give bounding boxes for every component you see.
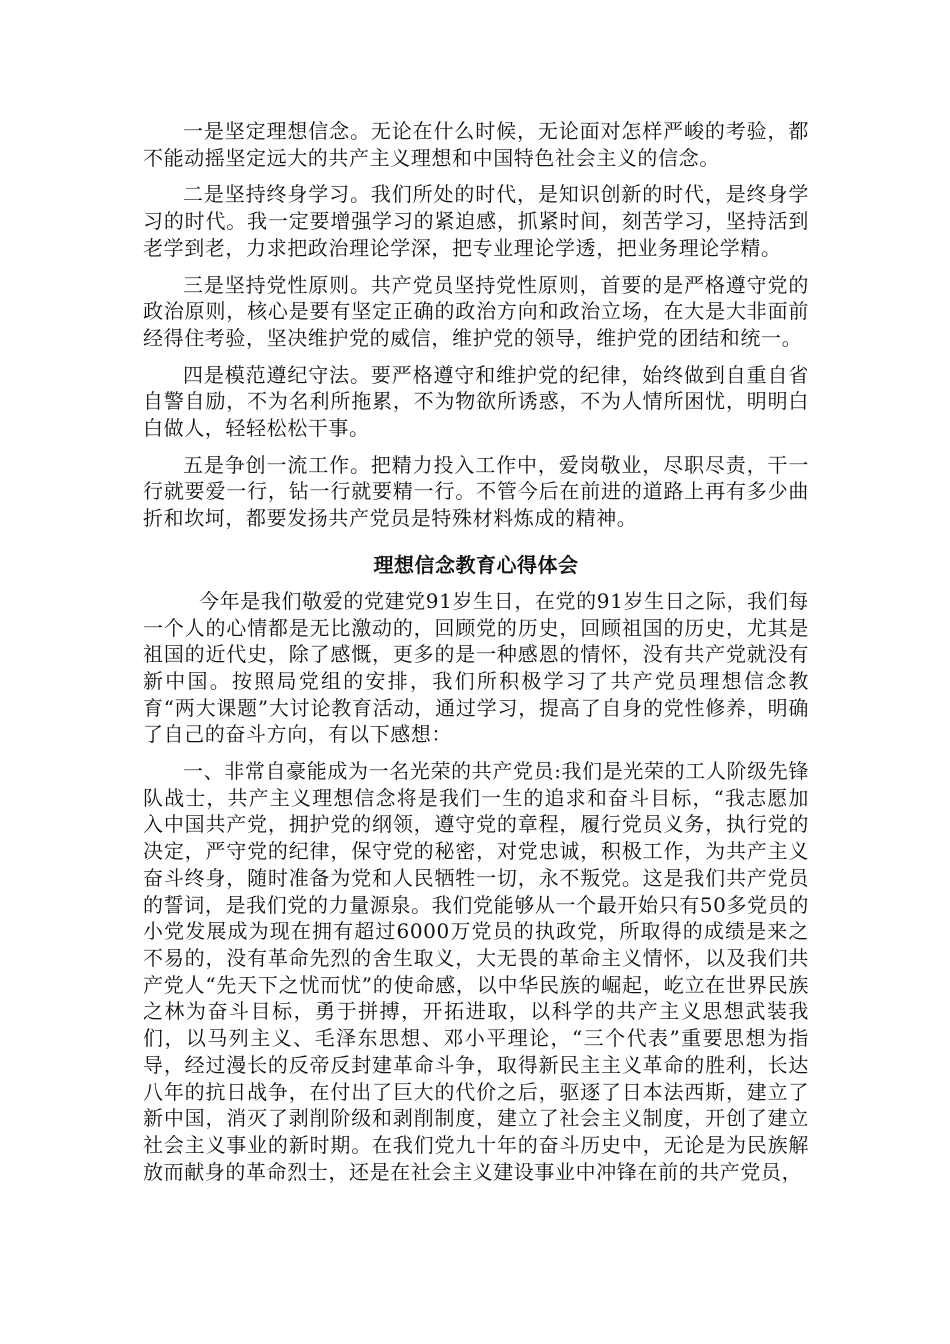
- paragraph-2: 二是坚持终身学习。我们所处的时代，是知识创新的时代，是终身学习的时代。我一定要增强学习的紧迫感，抓紧时间，刻苦学习，坚持活到老学到老，力求把政治理论学深，把专业理论学透，把业务理论学精。: [143, 182, 809, 260]
- paragraph-1: 一是坚定理想信念。无论在什么时候，无论面对怎样严峻的考验，都不能动摇坚定远大的共产主义理想和中国特色社会主义的信念。: [143, 119, 809, 170]
- document-body: [143, 118, 809, 1195]
- paragraph-6: 今年是我们敬爱的党建党91岁生日，在党的91岁生日之际，我们每一个人的心情都是无比激动的，回顾党的历史，回顾祖国的历史，尤其是祖国的近代史，除了感慨，更多的是一种感恩的情怀，没有共产党就没有新中国。按照局党组的安排，我们所积极学习了共产党员理想信念教育“两大课题”大讨论教育活动，通过学习，提高了自身的党性修养，明确了自己的奋斗方向，有以下感想：: [143, 588, 809, 747]
- paragraph-3: 三是坚持党性原则。共产党员坚持党性原则，首要的是严格遵守党的政治原则，核心是要有坚定正确的政治方向和政治立场，在大是大非面前经得住考验，坚决维护党的威信，维护党的领导，维护党的团结和统一。: [143, 272, 809, 350]
- paragraph-7: 一、非常自豪能成为一名光荣的共产党员:我们是光荣的工人阶级先锋队战士，共产主义理想信念将是我们一生的追求和奋斗目标，“我志愿加入中国共产党，拥护党的纲领，遵守党的章程，履行党员义务，执行党的决定，严守党的纪律，保守党的秘密，对党忠诚，积极工作，为共产主义奋斗终身，随时准备为党和人民牺牲一切，永不叛党。这是我们共产党员的誓词，是我们党的力量源泉。我们党能够从一个最开始只有50多党员的小党发展成为现在拥有超过6000万党员的执政党，所取得的成绩是来之不易的，没有革命先烈的舍生取义，大无畏的革命主义情怀，以及我们共产党人“先天下之忧而忧”的使命感，以中华民族的崛起，屹立在世界民族之林为奋斗目标，勇于拼搏，开拓进取，以科学的共产主义思想武装我们，以马列主义、毛泽东思想、邓小平理论，“三个代表”重要思想为指导，经过漫长的反帝反封建革命斗争，取得新民主主义革命的胜利，长达八年的抗日战争，在付出了巨大的代价之后，驱逐了日本法西斯，建立了新中国，消灭了剥削阶级和剥削制度，建立了社会主义制度，开创了建立社会主义事业的新时期。在我们党九十年的奋斗历史中，无论是为民族解放而献身的革命烈士，还是在社会主义建设事业中冲锋在前的共产党员，: [143, 759, 809, 1184]
- section-title: 理想信念教育心得体会: [373, 552, 579, 577]
- paragraph-4: 四是模范遵纪守法。要严格遵守和维护党的纪律，始终做到自重自省自警自励，不为名利所拖累，不为物欲所诱惑，不为人情所困忧，明明白白做人，轻轻松松干事。: [143, 362, 809, 441]
- paragraph-5: 五是争创一流工作。把精力投入工作中，爱岗敬业，尽职尽责，干一行就要爱一行，钻一行就要精一行。不管今后在前进的道路上再有多少曲折和坎坷，都要发扬共产党员是特殊材料炼成的精神。: [143, 452, 809, 531]
